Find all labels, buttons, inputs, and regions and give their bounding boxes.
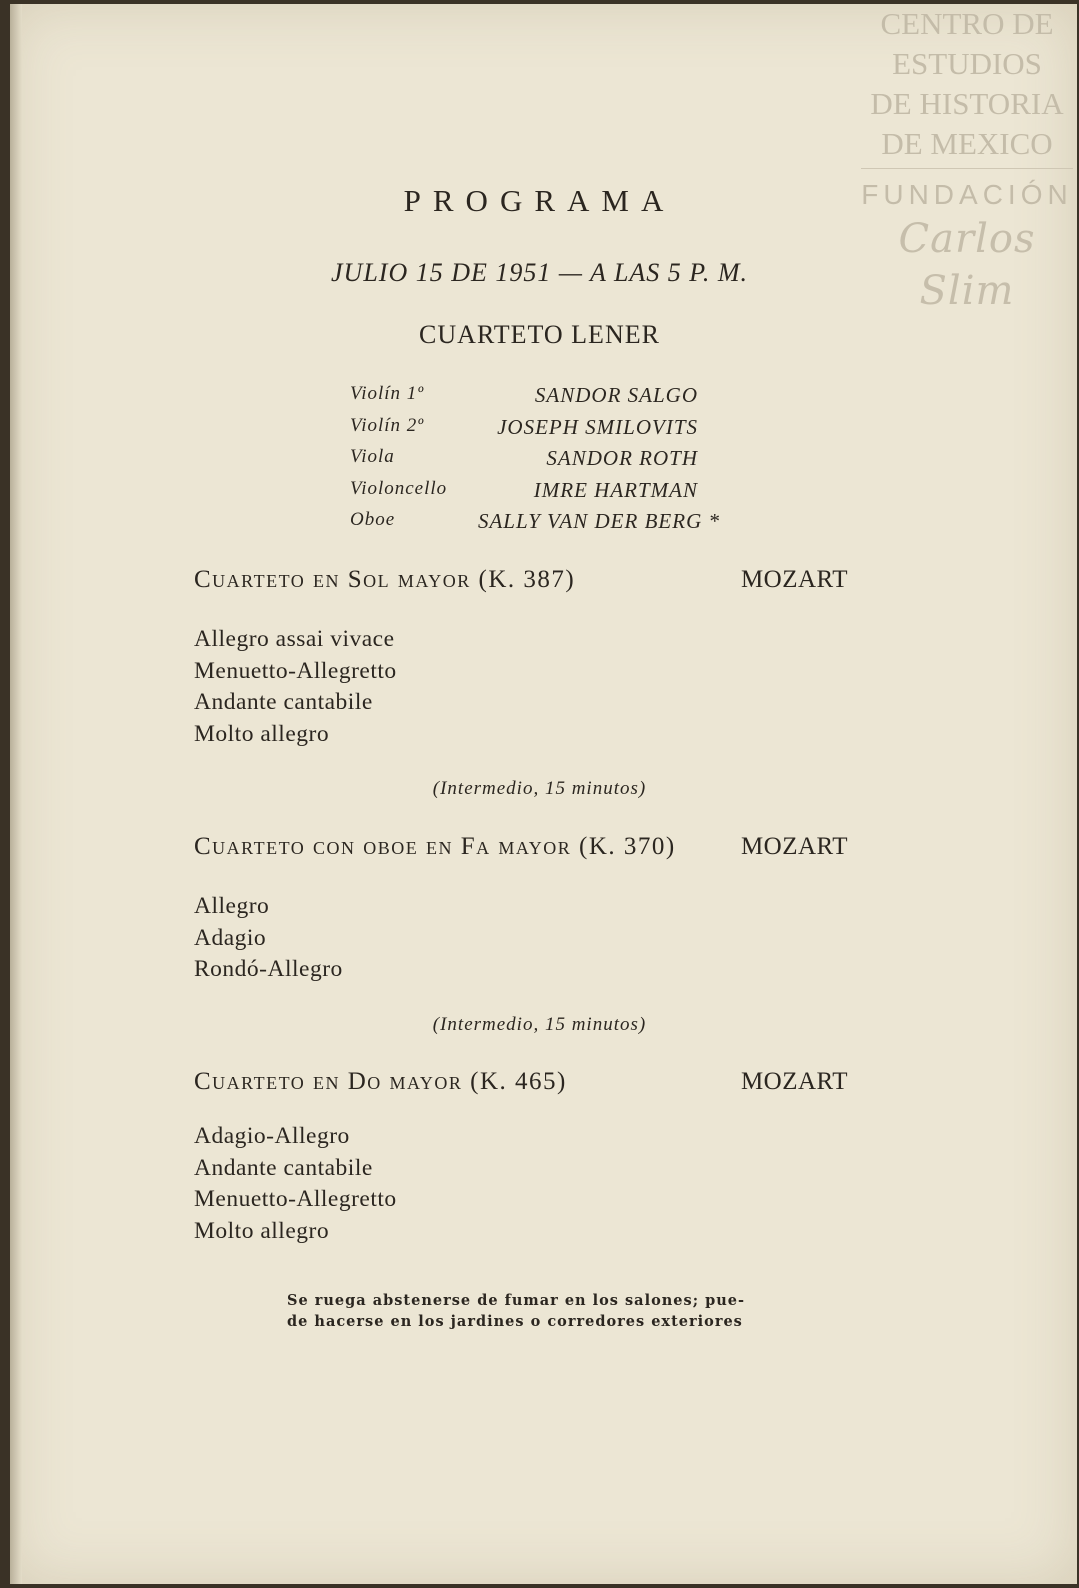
watermark-line: CENTRO DE (880, 6, 1054, 41)
piece-heading (194, 566, 848, 594)
roster (350, 383, 720, 541)
watermark-line: DE HISTORIA (870, 86, 1064, 121)
movement: Allegro (194, 893, 270, 919)
piece-heading (194, 1068, 848, 1096)
instrument: Violín 1º (350, 383, 425, 404)
performer: IMRE HARTMAN (533, 477, 698, 502)
movement: Molto allegro (194, 1217, 330, 1244)
instrument: Violoncello (350, 477, 448, 499)
composer: MOZART (740, 1068, 848, 1095)
roster-row (350, 446, 720, 478)
movement: Andante cantabile (194, 1154, 373, 1181)
intermission: (Intermedio, 15 minutos) (432, 778, 647, 799)
intermission: (Intermedio, 15 minutos) (432, 1014, 647, 1035)
watermark-divider (861, 168, 1073, 169)
instrument: Oboe (350, 509, 396, 530)
piece-title: Cuarteto con oboe en Fa mayor (K. 370) (194, 833, 676, 860)
watermark-line: DE MEXICO (881, 126, 1053, 161)
movement: Allegro assai vivace (194, 626, 395, 652)
notice-line: Se ruega abstenerse de fumar en los salones; pue- (287, 1292, 746, 1309)
movement: Adagio (194, 924, 267, 951)
movement-list (194, 891, 343, 986)
performer: SANDOR ROTH (546, 446, 698, 470)
movement: Adagio-Allegro (194, 1123, 350, 1149)
piece-title: Cuarteto en Do mayor (K. 465) (194, 1068, 567, 1095)
piece-title: Cuarteto en Sol mayor (K. 387) (194, 566, 576, 593)
movement: Rondó-Allegro (194, 956, 343, 982)
movement-list (194, 1121, 397, 1247)
movement-list (194, 624, 397, 750)
program-title: PROGRAMA (403, 183, 676, 218)
movement: Molto allegro (194, 720, 330, 747)
piece-heading (194, 833, 848, 861)
performer: SANDOR SALGO (534, 383, 698, 407)
movement: Andante cantabile (194, 689, 373, 715)
watermark-foundation: FUNDACIÓN (861, 179, 1073, 210)
smoking-notice (287, 1290, 757, 1332)
roster-row (350, 415, 720, 447)
roster-row (350, 478, 720, 510)
performer: SALLY VAN DER BERG * (477, 509, 720, 533)
movement: Menuetto-Allegretto (194, 657, 397, 684)
roster-row (350, 509, 720, 541)
concert-date: JULIO 15 DE 1951 — A LAS 5 P. M. (331, 258, 748, 287)
composer: MOZART (740, 566, 848, 593)
composer: MOZART (740, 833, 848, 860)
performer: JOSEPH SMILOVITS (497, 414, 698, 439)
roster-row (350, 383, 720, 415)
watermark-line: ESTUDIOS (892, 46, 1042, 81)
movement: Menuetto-Allegretto (194, 1186, 397, 1212)
notice-line: de hacerse en los jardines o corredores exteriores (287, 1313, 743, 1330)
ensemble-name: CUARTETO LENER (419, 320, 660, 349)
instrument: Viola (350, 446, 395, 467)
instrument: Violín 2º (350, 414, 425, 436)
watermark-signature: Carlos Slim (898, 216, 1036, 314)
